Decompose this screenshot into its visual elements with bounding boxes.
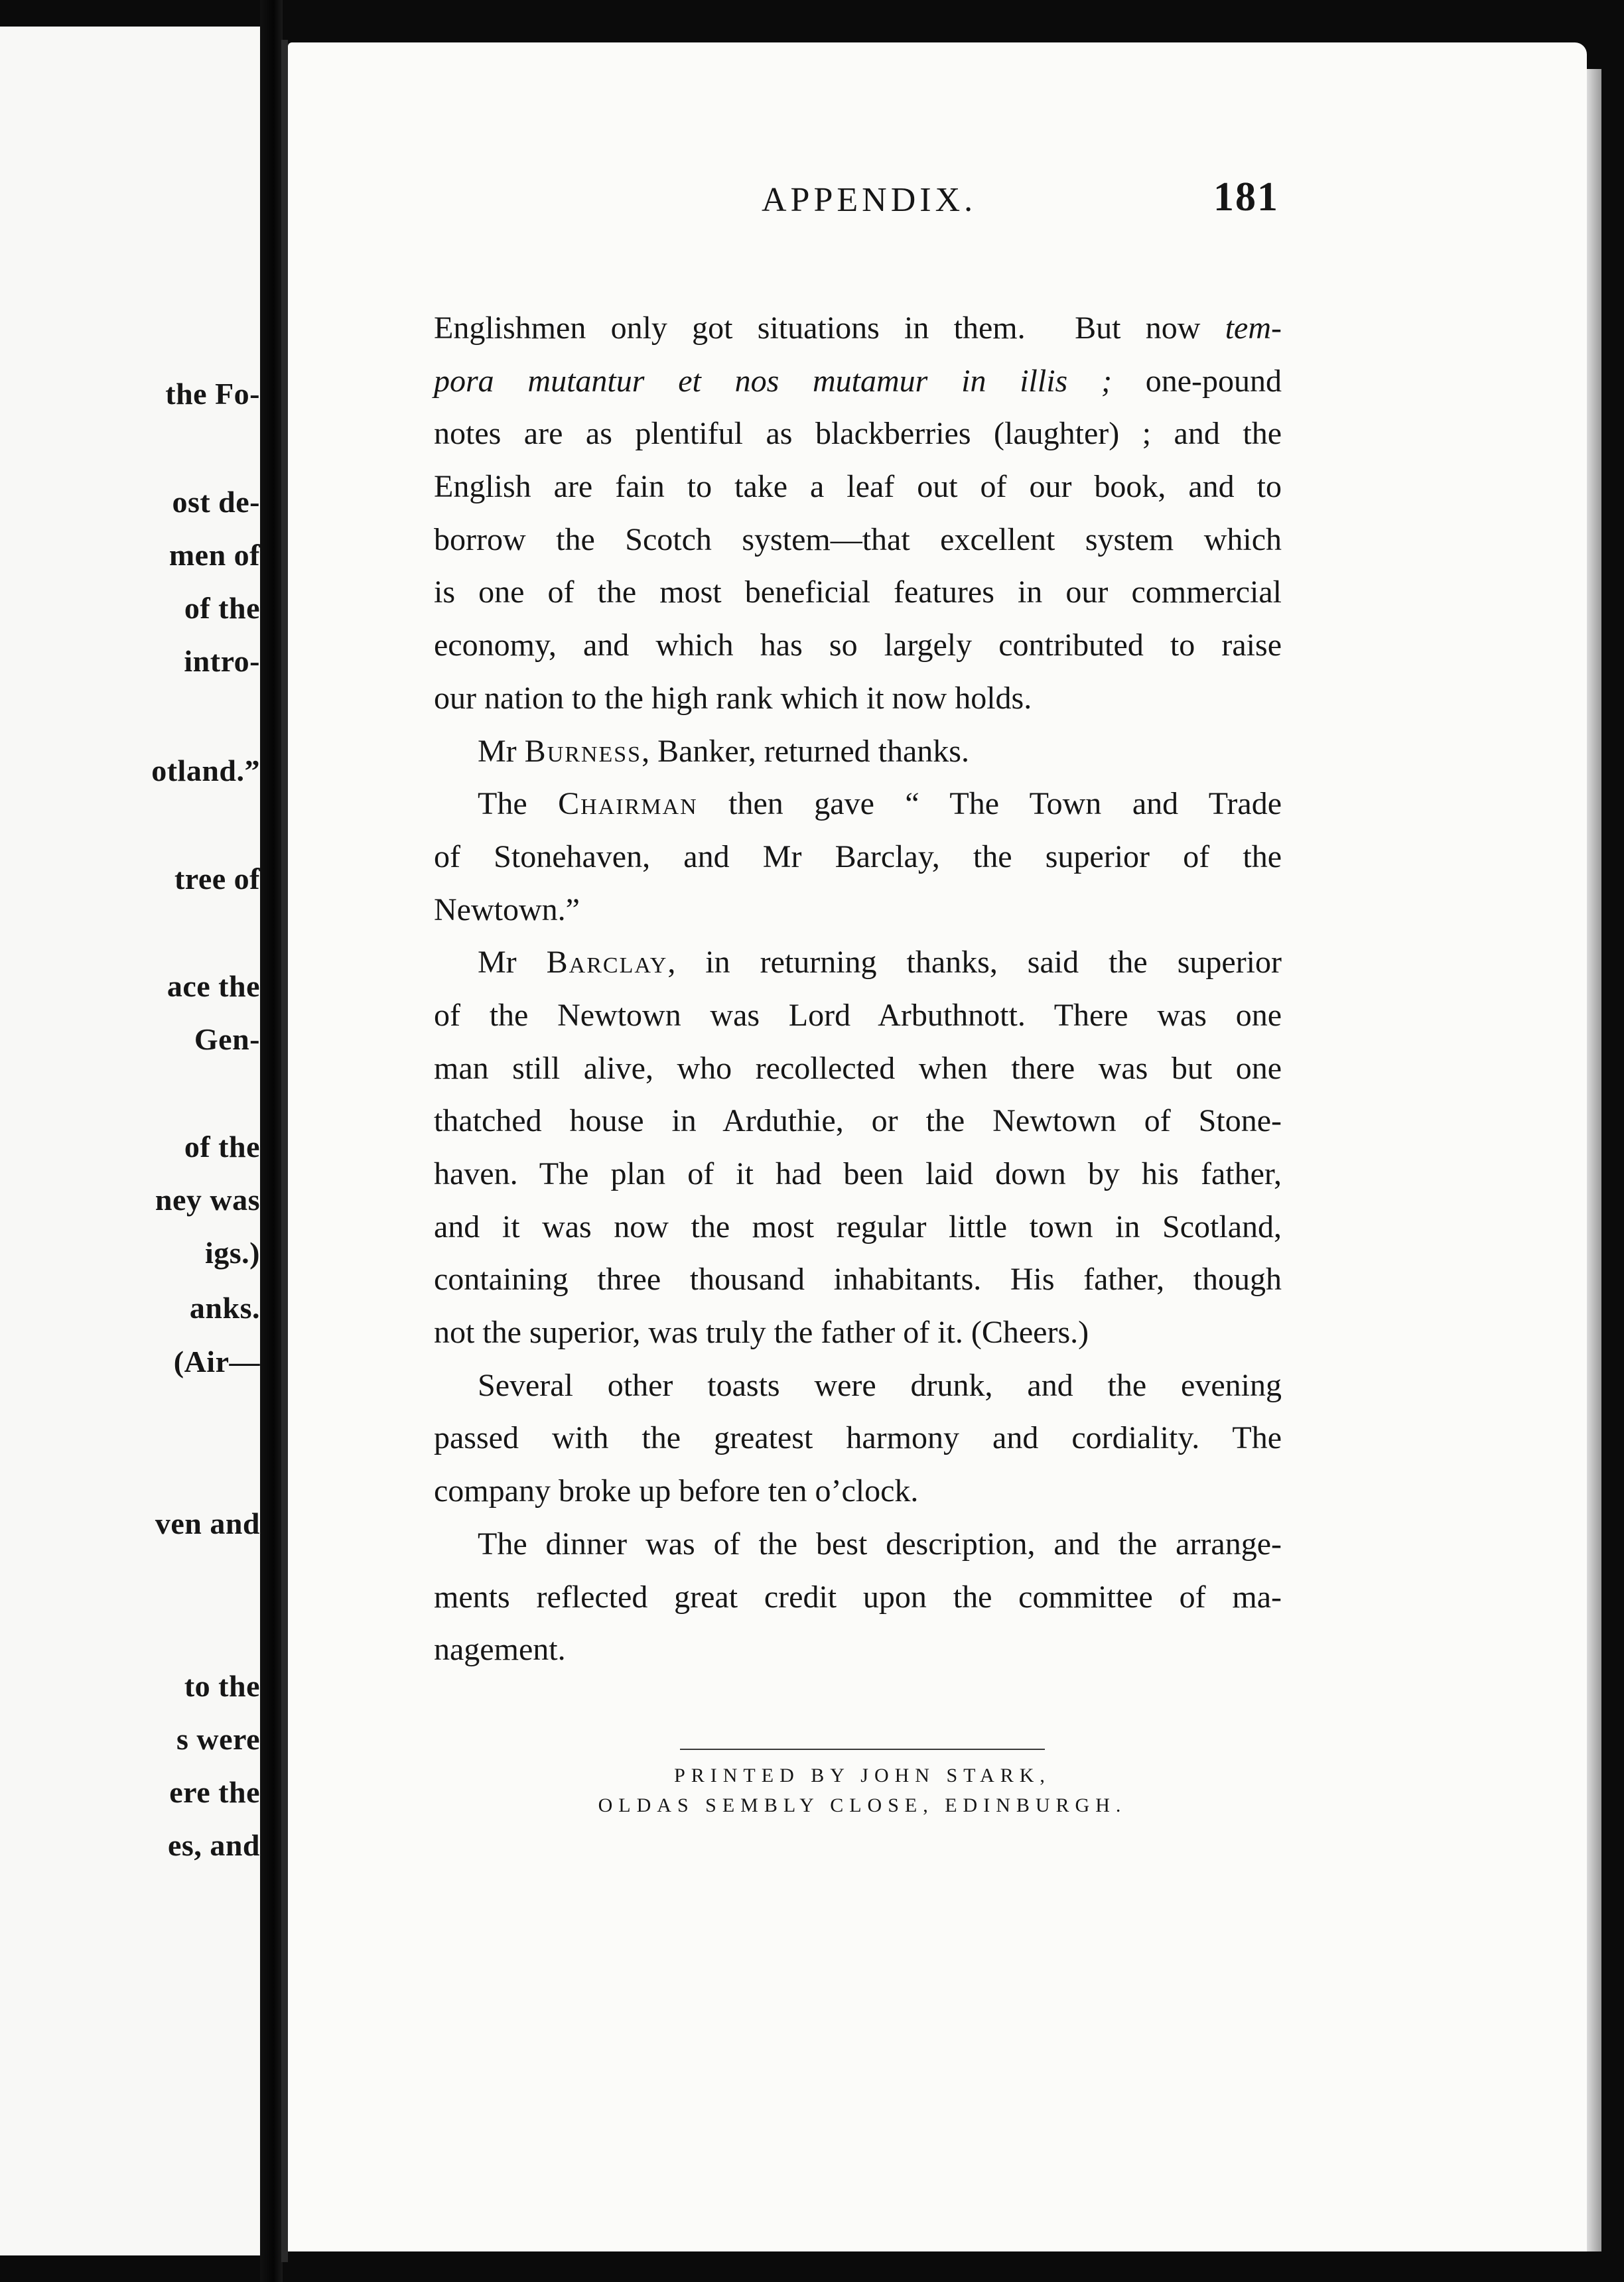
text-line: passed with the greatest harmony and cordiality. The — [434, 1420, 1282, 1456]
text-line: and it was now the most regular little town in Scotland, — [434, 1209, 1282, 1244]
left-page-line: es, and — [168, 1828, 260, 1862]
printer-imprint — [484, 1761, 1241, 1820]
text-line: nagement. — [434, 1632, 566, 1668]
text-line: Mr Burness, Banker, returned thanks. — [478, 733, 969, 769]
text-line: ments reflected great credit upon the committee of ma- — [434, 1579, 1282, 1615]
body-text — [434, 302, 1282, 1676]
imprint-rule — [680, 1749, 1045, 1750]
left-page-line: men of — [169, 538, 260, 572]
imprint-line-1: PRINTED BY JOHN STARK, — [674, 1765, 1051, 1786]
page-edge — [281, 40, 288, 2262]
text-line: is one of the most beneficial features in our commercial — [434, 574, 1282, 610]
left-page-line: anks. — [189, 1291, 260, 1325]
left-page-line: to the — [184, 1669, 260, 1703]
left-page-line: ost de- — [172, 485, 260, 519]
imprint-line-2: OLDAS SEMBLY CLOSE, EDINBURGH. — [598, 1794, 1127, 1816]
text-line: Several other toasts were drunk, and the evening — [478, 1367, 1282, 1403]
text-line: not the superior, was truly the father of it. (Cheers.) — [434, 1315, 1089, 1351]
text-line: The dinner was of the best description, and the arrange- — [478, 1526, 1282, 1562]
left-page-line: s were — [176, 1722, 260, 1756]
left-page-line: intro- — [184, 644, 260, 678]
text-line: man still alive, who recollected when there was but one — [434, 1050, 1282, 1086]
running-header — [476, 174, 1279, 227]
left-page-line: the Fo- — [165, 377, 260, 411]
running-title: APPENDIX. — [762, 181, 977, 219]
book-gutter — [260, 0, 283, 2282]
page-number: 181 — [1213, 174, 1279, 220]
text-line: Newtown.” — [434, 892, 580, 927]
text-line: of the Newtown was Lord Arbuthnott. There was one — [434, 997, 1282, 1033]
text-line: of Stonehaven, and Mr Barclay, the superior of the — [434, 839, 1282, 874]
text-line: notes are as plentiful as blackberries (laughter) ; and the — [434, 416, 1282, 452]
left-page-line: Gen- — [194, 1022, 260, 1056]
text-line: thatched house in Arduthie, or the Newtown of Stone- — [434, 1103, 1282, 1139]
left-page-line: ace the — [167, 969, 260, 1003]
left-page-line: otland.” — [151, 754, 260, 787]
text-line: The Chairman then gave “ The Town and Trade — [478, 786, 1282, 822]
text-line: our nation to the high rank which it now holds. — [434, 680, 1032, 716]
left-page-line: tree of — [174, 862, 260, 896]
text-line: haven. The plan of it had been laid down by his father, — [434, 1156, 1282, 1191]
text-line: Mr Barclay, in returning thanks, said the superior — [478, 945, 1282, 980]
left-page-line: ere the — [169, 1775, 260, 1809]
left-page-line: ney was — [155, 1183, 260, 1217]
text-line: containing three thousand inhabitants. His father, though — [434, 1262, 1282, 1298]
text-line: English are fain to take a leaf out of our book, and to — [434, 469, 1282, 505]
left-page-line: ven and — [155, 1507, 260, 1540]
left-page-line: (Air— — [173, 1345, 260, 1378]
text-line: pora mutantur et nos mutamur in illis ; one-pound — [434, 363, 1282, 399]
left-page-line: igs.) — [205, 1236, 260, 1270]
left-page-line: of the — [184, 1130, 260, 1164]
text-line: borrow the Scotch system—that excellent system which — [434, 521, 1282, 557]
left-page-fragment — [0, 27, 260, 2255]
text-line: economy, and which has so largely contributed to raise — [434, 628, 1282, 663]
text-line: Englishmen only got situations in them. But now tem- — [434, 310, 1282, 346]
left-page-line: of the — [184, 591, 260, 625]
text-line: company broke up before ten o’clock. — [434, 1473, 919, 1509]
